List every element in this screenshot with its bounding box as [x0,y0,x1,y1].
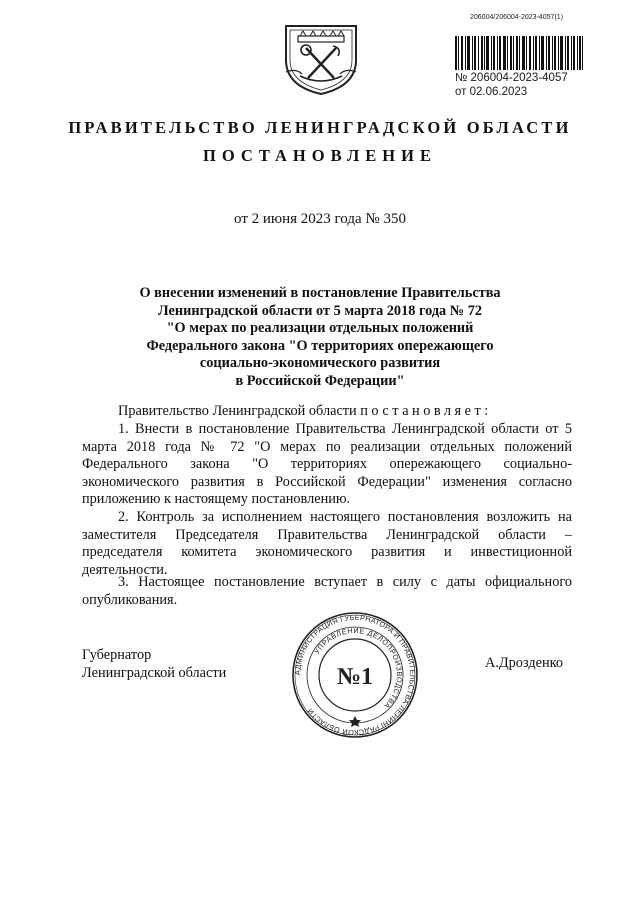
clause-3: 3. Настоящее постановление вступает в силу с даты официального опубликования. [82,574,572,608]
barcode-icon [455,36,583,70]
clause-2: 2. Контроль за исполнением настоящего постановления возложить на заместителя Председателя Правительства Ленинградской области – председателя комитета экономического развития и инвестиционной деятельности. [82,509,572,578]
preamble-subject: Правительство Ленинградской области [118,403,357,419]
government-heading: ПРАВИТЕЛЬСТВО ЛЕНИНГРАДСКОЙ ОБЛАСТИ [68,118,572,137]
document-code: 206004/206004-2023-4057(1) [470,14,564,21]
title-line: социально-экономического развития [199,355,441,372]
signer-position-line2: Ленинградской области [82,664,227,681]
document-date-number: от 2 июня 2023 года № 350 [234,211,406,227]
document-title [100,285,540,391]
document-type-heading: ПОСТАНОВЛЕНИЕ [203,146,437,165]
title-line: Федерального закона "О территориях опережающего [146,337,494,354]
title-line: О внесении изменений в постановление Правительства [139,285,501,301]
coat-of-arms-icon [276,20,366,96]
stamp-center-number: №1 [336,664,374,690]
preamble-verb: постановляет: [360,403,492,419]
title-line: в Российской Федерации" [235,372,405,389]
title-line: "О мерах по реализации отдельных положений [166,320,474,337]
signer-name: А.Дрозденко [485,655,563,671]
signer-position-line1: Губернатор [82,647,152,663]
stamp-outer-text: АДМИНИСТРАЦИЯ ГУБЕРНАТОРА И ПРАВИТЕЛЬСТВА ЛЕНИНГРАДСКОЙ ОБЛАСТИ [292,612,418,738]
title-line: Ленинградской области от 5 марта 2018 года № 72 [157,302,483,319]
stamp-inner-text: УПРАВЛЕНИЕ ДЕЛОПРОИЗВОДСТВА [312,625,405,711]
office-stamp [290,610,420,740]
star-icon [349,716,361,727]
clause-1: 1. Внести в постановление Правительства Ленинградской области от 5 марта 2018 года № 72 "О мерах по реализации отдельных положений Федерального закона "О территориях опережающего социально-экономического развития в Российской Федерации" изменения согласно приложению к настоящему постановлению. [82,421,572,508]
preamble [118,403,492,420]
signer-position [82,647,226,682]
registration-number: № 206004-2023-4057 [455,72,568,84]
registration-date: от 02.06.2023 [455,86,528,98]
